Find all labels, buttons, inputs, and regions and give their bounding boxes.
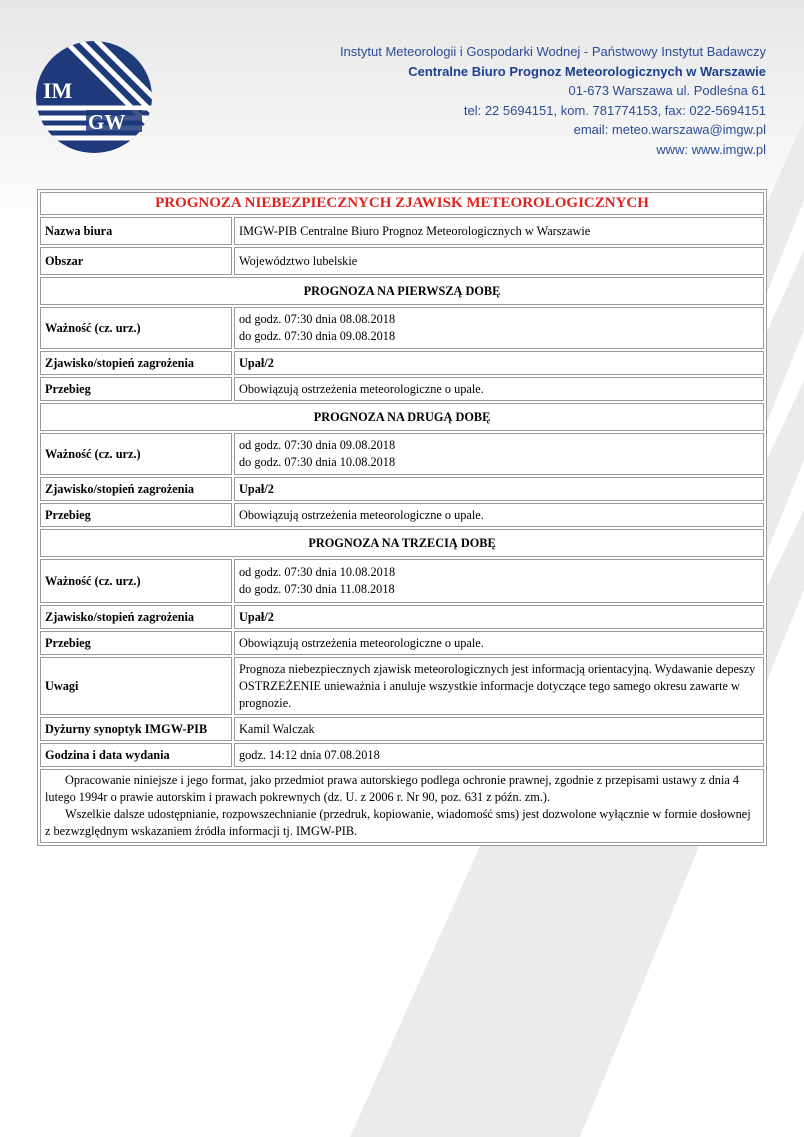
day3-validity-label: Ważność (cz. urz.) <box>40 559 232 603</box>
synoptic-value: Kamil Walczak <box>234 717 764 741</box>
day2-validity-label: Ważność (cz. urz.) <box>40 433 232 475</box>
bureau-name: Centralne Biuro Prognoz Meteorologicznych w Warszawie <box>408 63 766 79</box>
day3-phenomenon-label: Zjawisko/stopień zagrożenia <box>40 605 232 629</box>
notes-label: Uwagi <box>40 657 232 715</box>
day3-validity-from: od godz. 07:30 dnia 10.08.2018 <box>239 565 396 579</box>
copyright-notice <box>40 769 764 843</box>
day1-phenomenon-value: Upał/2 <box>234 351 764 375</box>
day2-validity-from: od godz. 07:30 dnia 09.08.2018 <box>239 438 396 452</box>
institute-name: Instytut Meteorologii i Gospodarki Wodnej - Państwowy Instytut Badawczy <box>339 44 766 59</box>
phone: tel: 22 5694151, kom. 781774153, fax: 022-5694151 <box>463 102 766 118</box>
email[interactable]: email: meteo.warszawa@imgw.pl <box>573 122 766 137</box>
day2-phenomenon-value: Upał/2 <box>234 477 764 501</box>
day3-validity-value <box>234 559 764 603</box>
day1-validity-value <box>234 307 764 349</box>
copyright-paragraph-1: Opracowanie niniejsze i jego format, jako przedmiot prawa autorskiego podlega ochronie prawnej, zgodnie z przepisami ustawy z dnia 4 lutego 1994r o prawie autorskim i prawach pokrewnych (dz. U. z 2006 r. Nr 90, poz. 631 z późn. zm.). <box>45 773 740 804</box>
area-label: Obszar <box>40 247 232 275</box>
day3-course-label: Przebieg <box>40 631 232 655</box>
institution-header <box>340 42 766 159</box>
bureau-value: IMGW-PIB Centralne Biuro Prognoz Meteorologicznych w Warszawie <box>234 217 764 245</box>
day2-course-label: Przebieg <box>40 503 232 527</box>
logo-text-bottom: GW <box>88 110 126 134</box>
day2-heading: PROGNOZA NA DRUGĄ DOBĘ <box>40 403 764 431</box>
day3-course-value: Obowiązują ostrzeżenia meteorologiczne o upale. <box>234 631 764 655</box>
address: 01-673 Warszawa ul. Podleśna 61 <box>568 83 766 98</box>
notes-value: Prognoza niebezpiecznych zjawisk meteorologicznych jest informacją orientacyjną. Wydawanie depeszy OSTRZEŻENIE unieważnia i anuluje wszystkie informacje dotyczące tego samego okresu zawarte w prognozie. <box>234 657 764 715</box>
synoptic-label: Dyżurny synoptyk IMGW-PIB <box>40 717 232 741</box>
day2-course-value: Obowiązują ostrzeżenia meteorologiczne o upale. <box>234 503 764 527</box>
day1-heading: PROGNOZA NA PIERWSZĄ DOBĘ <box>40 277 764 305</box>
imgw-logo <box>34 40 154 155</box>
day1-course-value: Obowiązują ostrzeżenia meteorologiczne o upale. <box>234 377 764 401</box>
day1-validity-to: do godz. 07:30 dnia 09.08.2018 <box>239 329 396 343</box>
document-title: PROGNOZA NIEBEZPIECZNYCH ZJAWISK METEOROLOGICZNYCH <box>40 192 764 215</box>
forecast-table <box>37 189 767 846</box>
issued-label: Godzina i data wydania <box>40 743 232 767</box>
copyright-paragraph-2: Wszelkie dalsze udostępnianie, rozpowszechnianie (przedruk, kopiowanie, wiadomość sms) jest dozwolone wyłącznie w formie dosłownej z bezwzględnym wskazaniem źródła informacji tj. IMGW-PIB. <box>45 807 751 838</box>
website[interactable]: www: www.imgw.pl <box>656 141 766 157</box>
day3-validity-to: do godz. 07:30 dnia 11.08.2018 <box>239 582 395 596</box>
day3-heading: PROGNOZA NA TRZECIĄ DOBĘ <box>40 529 764 557</box>
area-value: Województwo lubelskie <box>234 247 764 275</box>
day2-validity-to: do godz. 07:30 dnia 10.08.2018 <box>239 455 396 469</box>
issued-value: godz. 14:12 dnia 07.08.2018 <box>234 743 764 767</box>
day1-course-label: Przebieg <box>40 377 232 401</box>
bureau-label: Nazwa biura <box>40 217 232 245</box>
day1-validity-label: Ważność (cz. urz.) <box>40 307 232 349</box>
day2-validity-value <box>234 433 764 475</box>
day1-validity-from: od godz. 07:30 dnia 08.08.2018 <box>239 312 396 326</box>
logo-text-top: IM <box>43 78 73 103</box>
day1-phenomenon-label: Zjawisko/stopień zagrożenia <box>40 351 232 375</box>
day3-phenomenon-value: Upał/2 <box>234 605 764 629</box>
day2-phenomenon-label: Zjawisko/stopień zagrożenia <box>40 477 232 501</box>
